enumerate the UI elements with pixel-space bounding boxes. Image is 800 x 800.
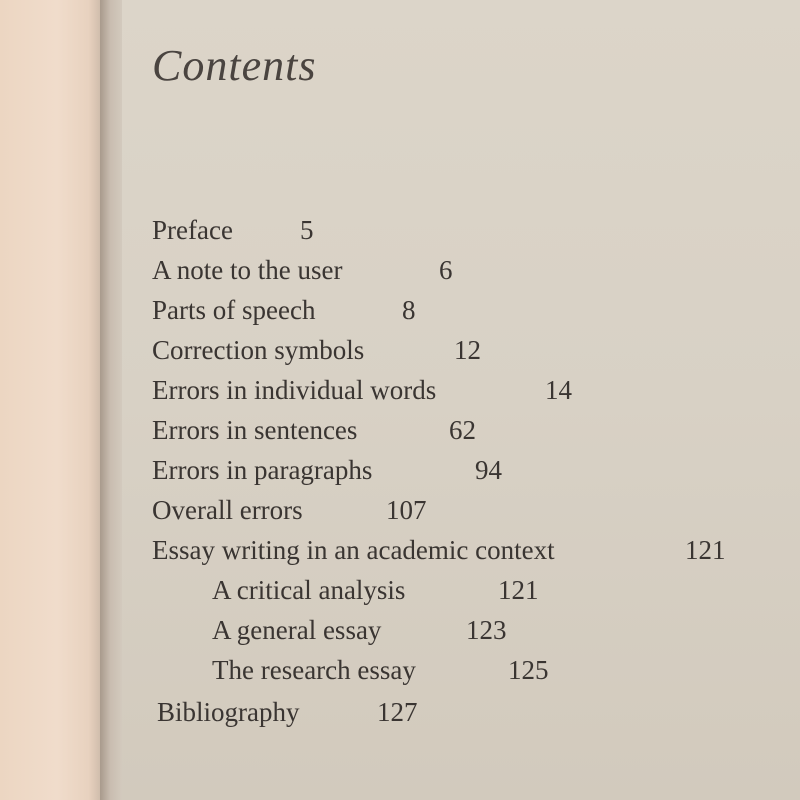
toc-entry-page: 14	[545, 375, 572, 405]
toc-entry-label: Errors in individual words	[152, 375, 437, 405]
toc-entry-page: 123	[466, 615, 507, 645]
toc-entry	[152, 452, 532, 488]
toc-entry-page: 62	[449, 415, 476, 445]
toc-entry-label: A critical analysis	[212, 575, 406, 605]
toc-entry-label: Essay writing in an academic context	[152, 535, 555, 565]
left-page	[0, 0, 104, 800]
toc-entry-label: A general essay	[212, 615, 382, 645]
toc-entry-page: 125	[508, 655, 549, 685]
toc-entry	[157, 694, 457, 730]
toc-entry-page: 5	[300, 215, 314, 245]
toc-entry	[152, 492, 452, 528]
toc-entry-label: Preface	[152, 215, 233, 245]
toc-entry-page: 94	[475, 455, 502, 485]
page-title: Contents	[152, 41, 317, 90]
toc-entry	[152, 412, 512, 448]
toc-subentry	[212, 572, 552, 608]
toc-entry	[152, 212, 352, 248]
toc-entry-label: A note to the user	[152, 255, 343, 285]
toc-subentry	[212, 612, 532, 648]
toc-entry	[152, 252, 482, 288]
toc-entry-label: Bibliography	[157, 697, 300, 727]
toc-entry-page: 121	[685, 535, 726, 565]
toc-entry	[152, 332, 512, 368]
toc-entry-page: 12	[454, 335, 481, 365]
toc-subentry	[212, 652, 572, 688]
toc-entry	[152, 372, 592, 408]
toc-entry-page: 107	[386, 495, 427, 525]
toc-entry-label: Correction symbols	[152, 335, 365, 365]
toc-entry-label: Overall errors	[152, 495, 303, 525]
toc-entry-label: Errors in sentences	[152, 415, 358, 445]
toc-entry	[152, 292, 452, 328]
toc-entry	[152, 532, 772, 568]
toc-entry-page: 127	[377, 697, 418, 727]
toc-entry-page: 6	[439, 255, 453, 285]
toc-entry-label: Parts of speech	[152, 295, 316, 325]
toc-entry-label: The research essay	[212, 655, 416, 685]
toc-entry-page: 8	[402, 295, 416, 325]
toc-entry-page: 121	[498, 575, 539, 605]
toc-entry-label: Errors in paragraphs	[152, 455, 373, 485]
